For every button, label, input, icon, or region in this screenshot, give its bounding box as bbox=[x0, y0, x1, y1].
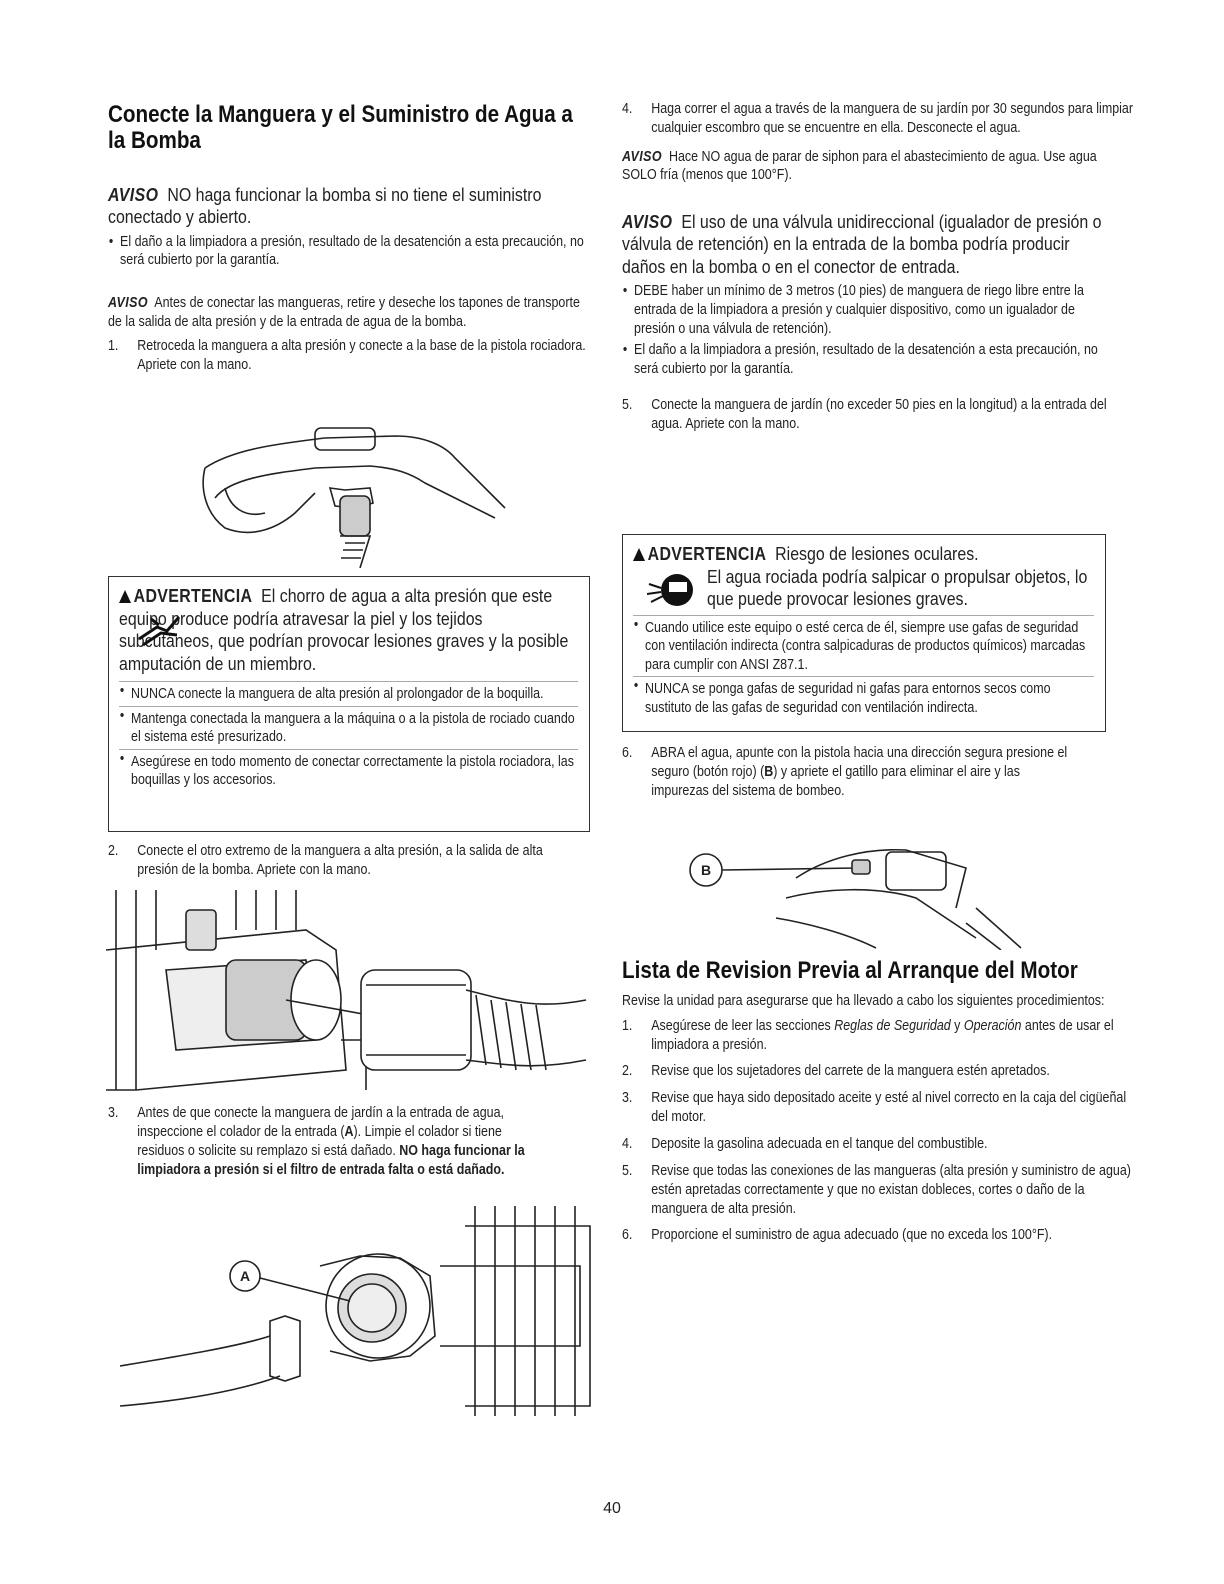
checklist-intro: Revise la unidad para asegurarse que ha llevado a cabo los siguientes procedimientos: bbox=[622, 992, 1105, 1009]
section-heading-checklist: Lista de Revision Previa al Arranque del Motor bbox=[622, 957, 1078, 984]
aviso-siphon: AVISO Hace NO agua de parar de siphon para el abastecimiento de agua. Use agua SOLO fría (menos que 100°F). bbox=[622, 148, 1097, 184]
pre-start-checklist-section bbox=[622, 957, 1131, 1245]
aviso-transport-plugs: AVISO Antes de conectar las mangueras, retire y deseche los tapones de transporte de la salida de alta presión y de la entrada de agua de la bomba. bbox=[108, 295, 580, 330]
list-item: • El daño a la limpiadora a presión, resultado de la desatención a esta precaución, no será cubierto por la garantía. bbox=[108, 233, 589, 270]
warning-triangle-icon bbox=[633, 548, 645, 561]
callout-b-label: B bbox=[700, 862, 712, 878]
right-column bbox=[622, 100, 1134, 434]
step-5: 5. Conecte la manguera de jardín (no exceder 50 pies en la longitud) a la entrada del agua. Apriete con la mano. bbox=[622, 397, 1107, 433]
spray-injury-icon bbox=[137, 609, 181, 647]
trigger-lock-illustration bbox=[676, 838, 1036, 950]
list-item: • NUNCA se ponga gafas de seguridad ni gafas para entornos secos como sustituto de las gafas de seguridad con ventilación indirecta. bbox=[633, 676, 1094, 719]
warning-bullets-right bbox=[633, 615, 1094, 720]
pump-outlet-illustration bbox=[106, 890, 596, 1100]
checklist-item-3: 3. Revise que haya sido depositado aceite y esté al nivel correcto en la caja del cigüeñal del motor. bbox=[622, 1090, 1127, 1126]
warning-box-high-pressure: ADVERTENCIA El chorro de agua a alta presión que este equipo produce podría atravesar la piel y los tejidos subcutáneos, que podrían provocar lesiones graves y la posible amputación de un miembro. • NUNCA conecte la manguera de alta presión al prolongador de la boquilla. • Mantenga conectada la manguera a la máquina o a la pistola de rociado cuando el sistema esté presurizado. • Asegúrese en todo momento de conectar correctamente la pistola rociadora, las boquillas y los accesorios. bbox=[108, 576, 590, 832]
step-1: 1. Retroceda la manguera a alta presión y conecte a la base de la pistola rociadora. Apriete con la mano. bbox=[108, 338, 586, 373]
aviso-check-valve: AVISO El uso de una válvula unidireccional (igualador de presión o válvula de retención) en la entrada de la bomba podría producir daños en la bomba o en el conector de entrada. bbox=[622, 210, 1102, 277]
warning-box-eye-injury: ADVERTENCIA Riesgo de lesiones oculares. El agua rociada podría salpicar o propulsar objetos, lo que puede provocar lesiones graves. • Cuando utilice este equipo o esté cerca de él, siempre use gafas de seguridad con ventilación indirecta (contra salpicaduras de productos químicos) marcadas para cumplir con ANSI Z87.1. • NUNCA se ponga gafas de seguridad ni gafas para entornos secos como sustituto de las gafas de seguridad con ventilación indirecta. bbox=[622, 534, 1106, 732]
spray-gun-illustration bbox=[195, 418, 515, 568]
aviso-pump-bullets bbox=[108, 233, 589, 270]
section-heading-connect-hose: Conecte la Manguera y el Suministro de Agua a la Bomba bbox=[108, 101, 573, 154]
aviso-check-valve-bullets bbox=[622, 282, 1105, 378]
list-item: • DEBE haber un mínimo de 3 metros (10 pies) de manguera de riego libre entre la entrada de la limpiadora a presión y cualquier dispositivo, como un igualador de presión o una válvula de retención). bbox=[622, 282, 1105, 338]
eye-protection-icon bbox=[647, 570, 695, 610]
callout-a-label: A bbox=[239, 1268, 251, 1284]
step-6: 6. ABRA el agua, apunte con la pistola hacia una dirección segura presione el seguro (botón rojo) (B) y apriete el gatillo para eliminar el aire y las impurezas del sistema de bombeo. bbox=[622, 745, 1068, 799]
list-item: • Asegúrese en todo momento de conectar correctamente la pistola rociadora, las boquillas y los accesorios. bbox=[119, 749, 578, 792]
checklist-item-4: 4. Deposite la gasolina adecuada en el tanque del combustible. bbox=[622, 1135, 988, 1152]
inlet-strainer-illustration bbox=[110, 1206, 595, 1426]
warning-triangle-icon bbox=[119, 590, 131, 603]
checklist-item-5: 5. Revise que todas las conexiones de las mangueras (alta presión y suministro de agua) estén apretadas correctamente y que no existan dobleces, cortes o daño de la manguera de alta presión. bbox=[622, 1162, 1131, 1217]
list-item: • El daño a la limpiadora a presión, resultado de la desatención a esta precaución, no será cubierto por la garantía. bbox=[622, 341, 1105, 378]
checklist-item-2: 2. Revise que los sujetadores del carrete de la manguera estén apretados. bbox=[622, 1063, 1050, 1080]
aviso-pump-supply: AVISO NO haga funcionar la bomba si no tiene el suministro conectado y abierto. bbox=[108, 183, 542, 228]
list-item: • NUNCA conecte la manguera de alta presión al prolongador de la boquilla. bbox=[119, 681, 578, 706]
warning-bullets-left bbox=[119, 681, 578, 792]
step-4: 4. Haga correr el agua a través de la manguera de su jardín por 30 segundos para limpiar cualquier escombro que se encuentre en ella. Desconecte el agua. bbox=[622, 101, 1134, 136]
checklist-item-6: 6. Proporcione el suministro de agua adecuado (que no exceda los 100°F). bbox=[622, 1227, 1053, 1244]
step-2: 2. Conecte el otro extremo de la manguera a alta presión, a la salida de alta presión de la bomba. Apriete con la mano. bbox=[108, 843, 543, 878]
checklist-item-1: 1. Asegúrese de leer las secciones Reglas de Seguridad y Operación antes de usar el limpiadora a presión. bbox=[622, 1017, 1114, 1053]
step-3: 3. Antes de que conecte la manguera de jardín a la entrada de agua, inspeccione el colador de la entrada (A). Limpie el colador si tiene residuos o solicite su remplazo si está dañado. NO haga funcionar la limpiadora a presión si el filtro de entrada falta o está dañado. bbox=[108, 1105, 525, 1178]
left-column bbox=[108, 96, 590, 375]
list-item: • Cuando utilice este equipo o esté cerca de él, siempre use gafas de seguridad con ventilación indirecta (contra salpicaduras de productos químicos) marcadas para cumplir con ANSI Z87.1. bbox=[633, 615, 1094, 677]
page-number: 40 bbox=[603, 1500, 621, 1517]
list-item: • Mantenga conectada la manguera a la máquina o a la pistola de rociado cuando el sistema esté presurizado. bbox=[119, 706, 578, 749]
